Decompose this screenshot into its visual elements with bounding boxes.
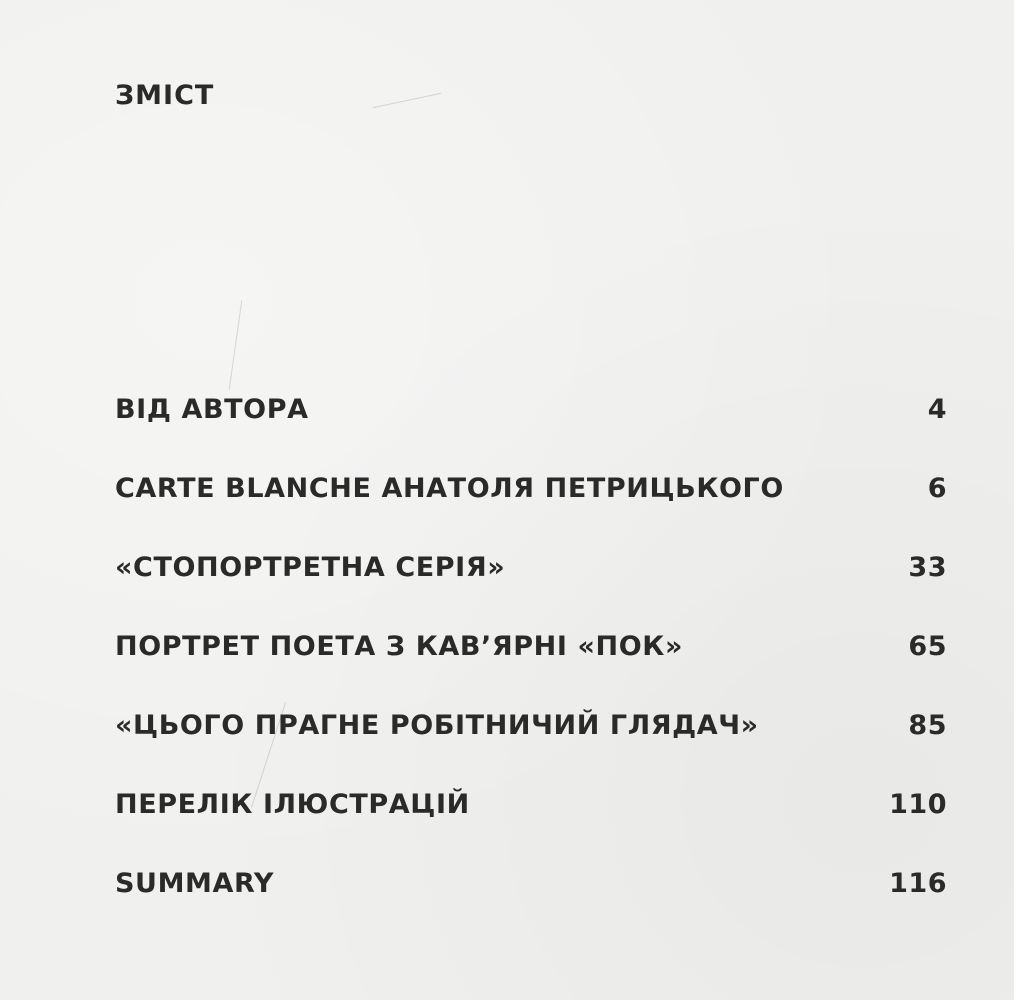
- toc-entry-page: 85: [908, 710, 947, 741]
- toc-entry-page: 33: [908, 552, 947, 583]
- toc-entry: [115, 548, 947, 627]
- toc-entry-page: 4: [927, 394, 947, 425]
- contents-heading: ЗМІСТ: [115, 80, 215, 111]
- toc-entry-title: «СТОПОРТРЕТНА СЕРІЯ»: [115, 552, 506, 583]
- toc-entry: [115, 706, 947, 785]
- toc-entry-title: SUMMARY: [115, 868, 275, 899]
- table-of-contents: [115, 390, 947, 943]
- scan-mark: [229, 300, 243, 389]
- toc-entry-page: 116: [889, 868, 947, 899]
- toc-entry-title: ПОРТРЕТ ПОЕТА З КАВ’ЯРНІ «ПОК»: [115, 631, 684, 662]
- toc-entry: [115, 627, 947, 706]
- toc-entry: [115, 785, 947, 864]
- toc-entry-page: 6: [927, 473, 947, 504]
- toc-entry-title: «ЦЬОГО ПРАГНЕ РОБІТНИЧИЙ ГЛЯДАЧ»: [115, 710, 759, 741]
- toc-entry: [115, 469, 947, 548]
- toc-entry-title: CARTE BLANCHE АНАТОЛЯ ПЕТРИЦЬКОГО: [115, 473, 784, 504]
- scan-mark: [373, 93, 442, 109]
- toc-entry-page: 65: [908, 631, 947, 662]
- toc-entry-page: 110: [889, 789, 947, 820]
- toc-entry: [115, 864, 947, 943]
- toc-entry: [115, 390, 947, 469]
- toc-entry-title: ВІД АВТОРА: [115, 394, 309, 425]
- toc-entry-title: ПЕРЕЛІК ІЛЮСТРАЦІЙ: [115, 789, 470, 820]
